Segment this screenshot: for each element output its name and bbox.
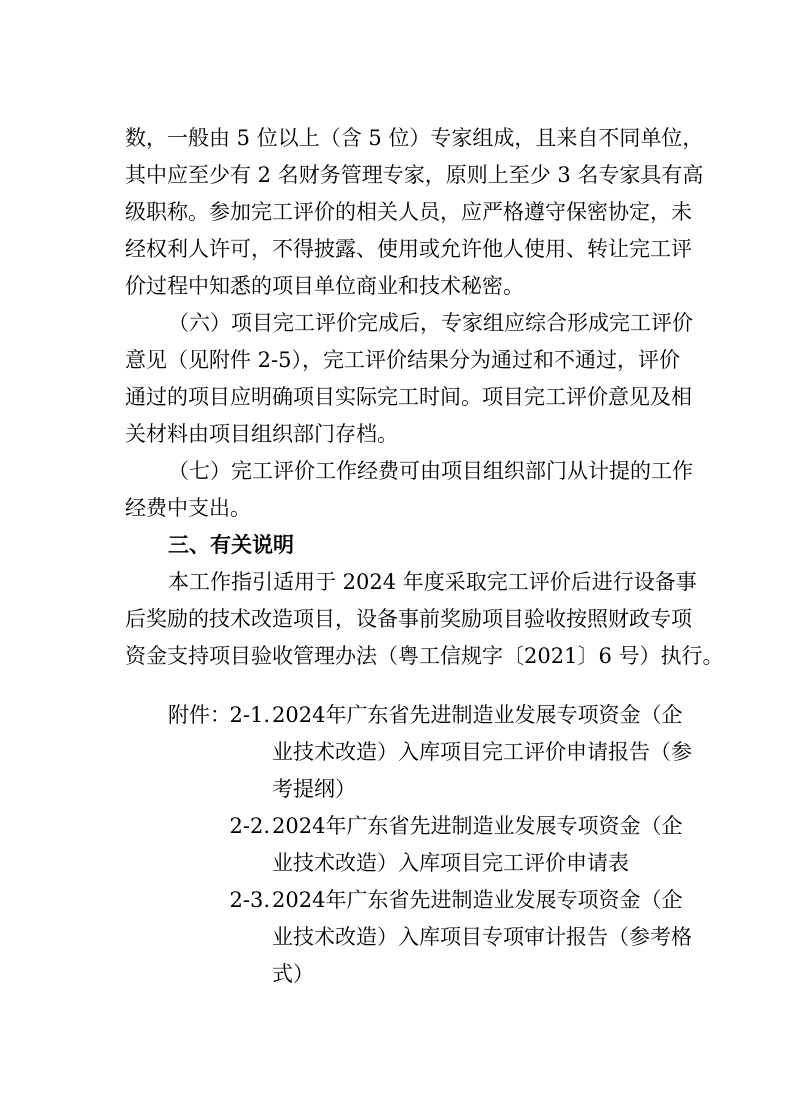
attachment-title-line: 2024年广东省先进制造业发展专项资金（企 bbox=[272, 703, 683, 727]
paragraph-line: 价过程中知悉的项目单位商业和技术秘密。 bbox=[125, 274, 524, 298]
notes-line: 本工作指引适用于 2024 年度采取完工评价后进行设备事 bbox=[168, 570, 697, 594]
paragraph-line: 数，一般由 5 位以上（含 5 位）专家组成，且来自不同单位， bbox=[125, 126, 704, 150]
paragraph-line: 经费中支出。 bbox=[125, 496, 251, 520]
attachment-title-line: 考提纲） bbox=[272, 777, 356, 801]
attachment-number: 2-1. bbox=[229, 703, 270, 727]
attachment-title-line: 业技术改造）入库项目完工评价申请表 bbox=[272, 851, 629, 875]
attachment-number: 2-3. bbox=[229, 888, 270, 912]
paragraph-line: 通过的项目应明确项目实际完工时间。项目完工评价意见及相 bbox=[125, 385, 692, 409]
attachment-title-line: 业技术改造）入库项目完工评价申请报告（参 bbox=[272, 740, 692, 764]
paragraph-line: （六）项目完工评价完成后，专家组应综合形成完工评价 bbox=[168, 311, 693, 335]
attachment-title-line: 式） bbox=[272, 962, 314, 986]
attachment-title-line: 2024年广东省先进制造业发展专项资金（企 bbox=[272, 888, 683, 912]
notes-line: 后奖励的技术改造项目，设备事前奖励项目验收按照财政专项 bbox=[125, 607, 692, 631]
notes-line: 资金支持项目验收管理办法（粤工信规字〔2021〕6 号）执行。 bbox=[125, 644, 724, 668]
paragraph-line: 级职称。参加完工评价的相关人员，应严格遵守保密协定，未 bbox=[125, 200, 692, 224]
paragraph-line: 关材料由项目组织部门存档。 bbox=[125, 422, 398, 446]
paragraph-line: 经权利人许可，不得披露、使用或允许他人使用、转让完工评 bbox=[125, 237, 692, 261]
paragraph-line: 其中应至少有 2 名财务管理专家，原则上至少 3 名专家具有高 bbox=[125, 163, 704, 187]
paragraph-line: （七）完工评价工作经费可由项目组织部门从计提的工作 bbox=[168, 459, 693, 483]
section-heading: 三、有关说明 bbox=[168, 533, 294, 557]
attachment-title-line: 2024年广东省先进制造业发展专项资金（企 bbox=[272, 814, 683, 838]
attachments-label: 附件： bbox=[168, 703, 231, 727]
attachment-number: 2-2. bbox=[229, 814, 270, 838]
paragraph-line: 意见（见附件 2-5），完工评价结果分为通过和不通过，评价 bbox=[125, 348, 680, 372]
attachment-title-line: 业技术改造）入库项目专项审计报告（参考格 bbox=[272, 925, 692, 949]
